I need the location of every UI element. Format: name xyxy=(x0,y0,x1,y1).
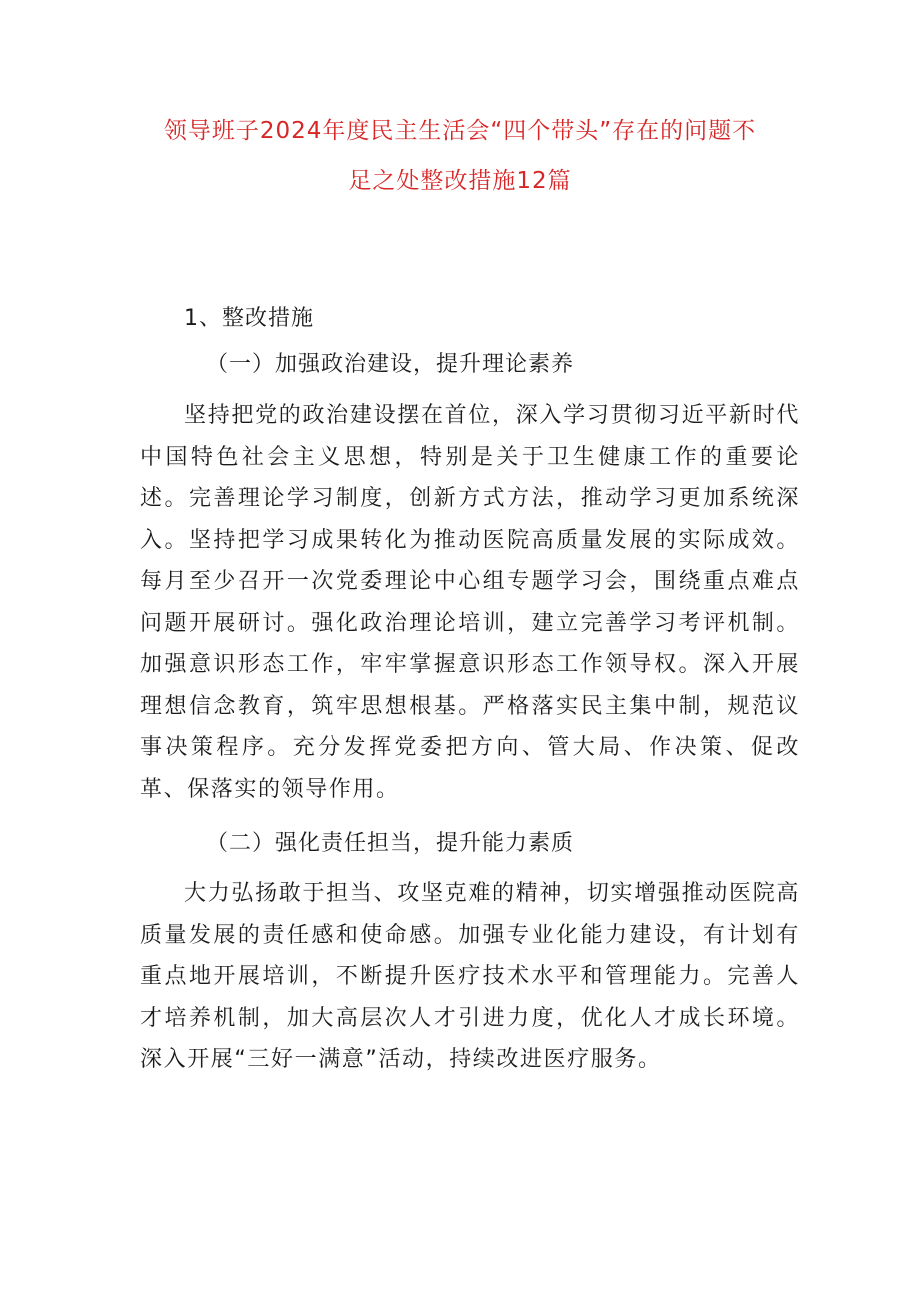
section-heading: 1、整改措施 xyxy=(184,306,314,331)
document-title-line-1: 领导班子2024年度民主生活会“四个带头”存在的问题不 xyxy=(163,118,757,144)
subsection-2-paragraph: 大力弘扬敢于担当、攻坚克难的精神，切实增强推动医院高质量发展的责任感和使命感。加强专业化能力建设，有计划有重点地开展培训，不断提升医疗技术水平和管理能力。完善人才培养机制，加大高层次人才引进力度，优化人才成长环境。深入开展“三好一满意”活动，持续改进医疗服务。 xyxy=(140,881,800,1072)
subsection-1-paragraph: 坚持把党的政治建设摆在首位，深入学习贯彻习近平新时代中国特色社会主义思想，特别是关于卫生健康工作的重要论述。完善理论学习制度，创新方式方法，推动学习更加系统深入。坚持把学习成果转化为推动医院高质量发展的实际成效。每月至少召开一次党委理论中心组专题学习会，围绕重点难点问题开展研讨。强化政治理论培训，建立完善学习考评机制。加强意识形态工作，牢牢掌握意识形态工作领导权。深入开展理想信念教育，筑牢思想根基。严格落实民主集中制，规范议事决策程序。充分发挥党委把方向、管大局、作决策、促改革、保落实的领导作用。 xyxy=(140,403,800,802)
document-title-line-2: 足之处整改措施12篇 xyxy=(348,168,572,194)
subsection-2-heading: （二）强化责任担当，提升能力素质 xyxy=(206,831,575,856)
subsection-1-heading: （一）加强政治建设，提升理论素养 xyxy=(206,352,575,377)
